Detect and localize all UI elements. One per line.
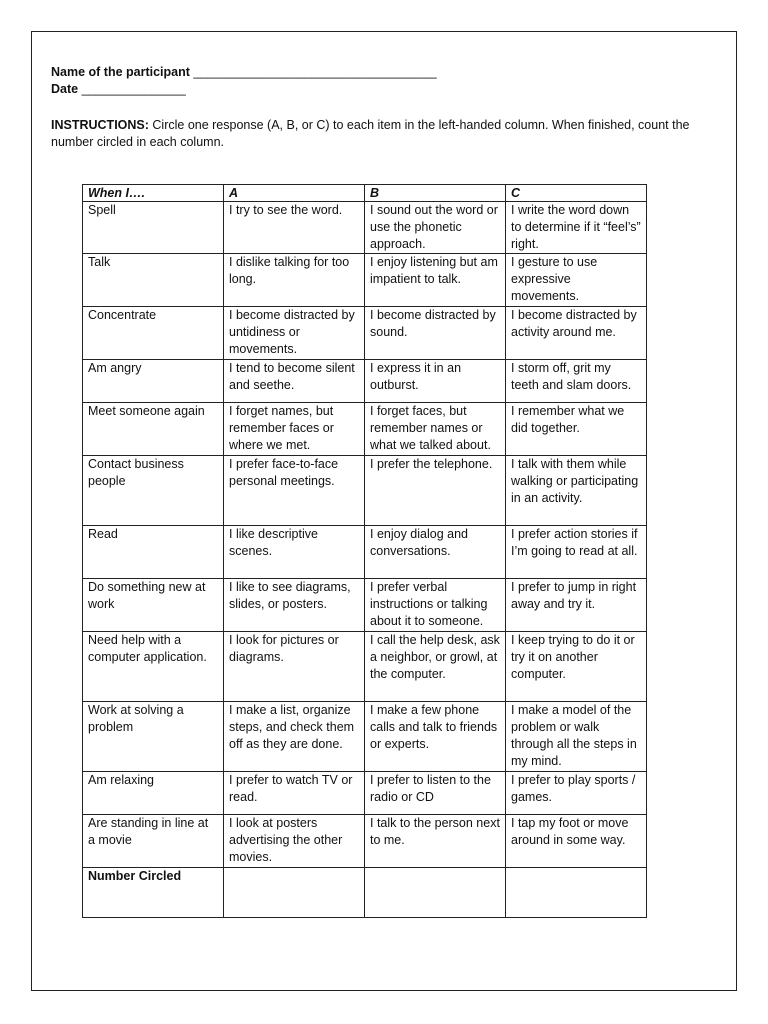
date-blank[interactable]: _______________ (81, 82, 186, 96)
column-header-b: B (365, 185, 506, 202)
response-b[interactable]: I talk to the person next to me. (365, 815, 506, 868)
response-b[interactable]: I prefer the telephone. (365, 456, 506, 526)
table-row (83, 307, 647, 360)
response-a[interactable]: I try to see the word. (224, 202, 365, 254)
row-label: Read (83, 526, 224, 579)
response-c[interactable]: I keep trying to do it or try it on another computer. (506, 632, 647, 702)
instructions-label: INSTRUCTIONS: (51, 118, 149, 132)
response-b[interactable]: I enjoy dialog and conversations. (365, 526, 506, 579)
response-a[interactable]: I like to see diagrams, slides, or posters. (224, 579, 365, 632)
response-c[interactable]: I become distracted by activity around me. (506, 307, 647, 360)
instructions (51, 117, 691, 151)
response-a[interactable]: I like descriptive scenes. (224, 526, 365, 579)
response-b[interactable]: I enjoy listening but am impatient to talk. (365, 254, 506, 307)
response-b[interactable]: I express it in an outburst. (365, 360, 506, 403)
row-label: Am angry (83, 360, 224, 403)
response-c[interactable]: I prefer action stories if I’m going to read at all. (506, 526, 647, 579)
response-a[interactable]: I make a list, organize steps, and check them off as they are done. (224, 702, 365, 772)
participant-name-blank[interactable]: ___________________________________ (193, 65, 437, 79)
response-c[interactable]: I gesture to use expressive movements. (506, 254, 647, 307)
response-c[interactable]: I prefer to play sports / games. (506, 772, 647, 815)
number-circled-row (83, 868, 647, 918)
table-row (83, 632, 647, 702)
response-c[interactable]: I storm off, grit my teeth and slam doors. (506, 360, 647, 403)
table-row (83, 579, 647, 632)
row-label: Work at solving a problem (83, 702, 224, 772)
response-a[interactable]: I dislike talking for too long. (224, 254, 365, 307)
instructions-text: Circle one response (A, B, or C) to each item in the left-handed column. When finished, count the number circled in each column. (51, 118, 690, 149)
table-row (83, 456, 647, 526)
table-row (83, 202, 647, 254)
response-c[interactable]: I prefer to jump in right away and try it. (506, 579, 647, 632)
learning-style-table (82, 184, 647, 918)
row-label: Spell (83, 202, 224, 254)
column-header-a: A (224, 185, 365, 202)
response-c[interactable]: I talk with them while walking or participating in an activity. (506, 456, 647, 526)
row-label: Talk (83, 254, 224, 307)
date-line (51, 81, 691, 98)
participant-header (51, 64, 691, 98)
response-b[interactable]: I call the help desk, ask a neighbor, or growl, at the computer. (365, 632, 506, 702)
table-row (83, 526, 647, 579)
table-header-row (83, 185, 647, 202)
row-label: Are standing in line at a movie (83, 815, 224, 868)
response-b[interactable]: I prefer verbal instructions or talking about it to someone. (365, 579, 506, 632)
table-row (83, 360, 647, 403)
participant-name-line (51, 64, 691, 81)
response-a[interactable]: I forget names, but remember faces or where we met. (224, 403, 365, 456)
table-row (83, 815, 647, 868)
row-label: Contact business people (83, 456, 224, 526)
row-label: Am relaxing (83, 772, 224, 815)
participant-name-label: Name of the participant (51, 65, 190, 79)
table-row (83, 772, 647, 815)
total-a-cell[interactable] (224, 868, 365, 918)
response-c[interactable]: I write the word down to determine if it “feel’s” right. (506, 202, 647, 254)
row-label: Do something new at work (83, 579, 224, 632)
row-label: Concentrate (83, 307, 224, 360)
row-label: Need help with a computer application. (83, 632, 224, 702)
response-b[interactable]: I make a few phone calls and talk to friends or experts. (365, 702, 506, 772)
table-row (83, 254, 647, 307)
number-circled-label: Number Circled (83, 868, 224, 918)
response-a[interactable]: I become distracted by untidiness or movements. (224, 307, 365, 360)
response-b[interactable]: I become distracted by sound. (365, 307, 506, 360)
response-c[interactable]: I make a model of the problem or walk through all the steps in my mind. (506, 702, 647, 772)
table-row (83, 403, 647, 456)
column-header-when: When I…. (83, 185, 224, 202)
column-header-c: C (506, 185, 647, 202)
response-a[interactable]: I prefer face-to-face personal meetings. (224, 456, 365, 526)
response-a[interactable]: I prefer to watch TV or read. (224, 772, 365, 815)
response-a[interactable]: I tend to become silent and seethe. (224, 360, 365, 403)
date-label: Date (51, 82, 79, 96)
total-b-cell[interactable] (365, 868, 506, 918)
response-b[interactable]: I prefer to listen to the radio or CD (365, 772, 506, 815)
response-b[interactable]: I sound out the word or use the phonetic approach. (365, 202, 506, 254)
table-row (83, 702, 647, 772)
response-a[interactable]: I look at posters advertising the other movies. (224, 815, 365, 868)
response-c[interactable]: I tap my foot or move around in some way. (506, 815, 647, 868)
response-c[interactable]: I remember what we did together. (506, 403, 647, 456)
response-a[interactable]: I look for pictures or diagrams. (224, 632, 365, 702)
row-label: Meet someone again (83, 403, 224, 456)
response-b[interactable]: I forget faces, but remember names or what we talked about. (365, 403, 506, 456)
total-c-cell[interactable] (506, 868, 647, 918)
